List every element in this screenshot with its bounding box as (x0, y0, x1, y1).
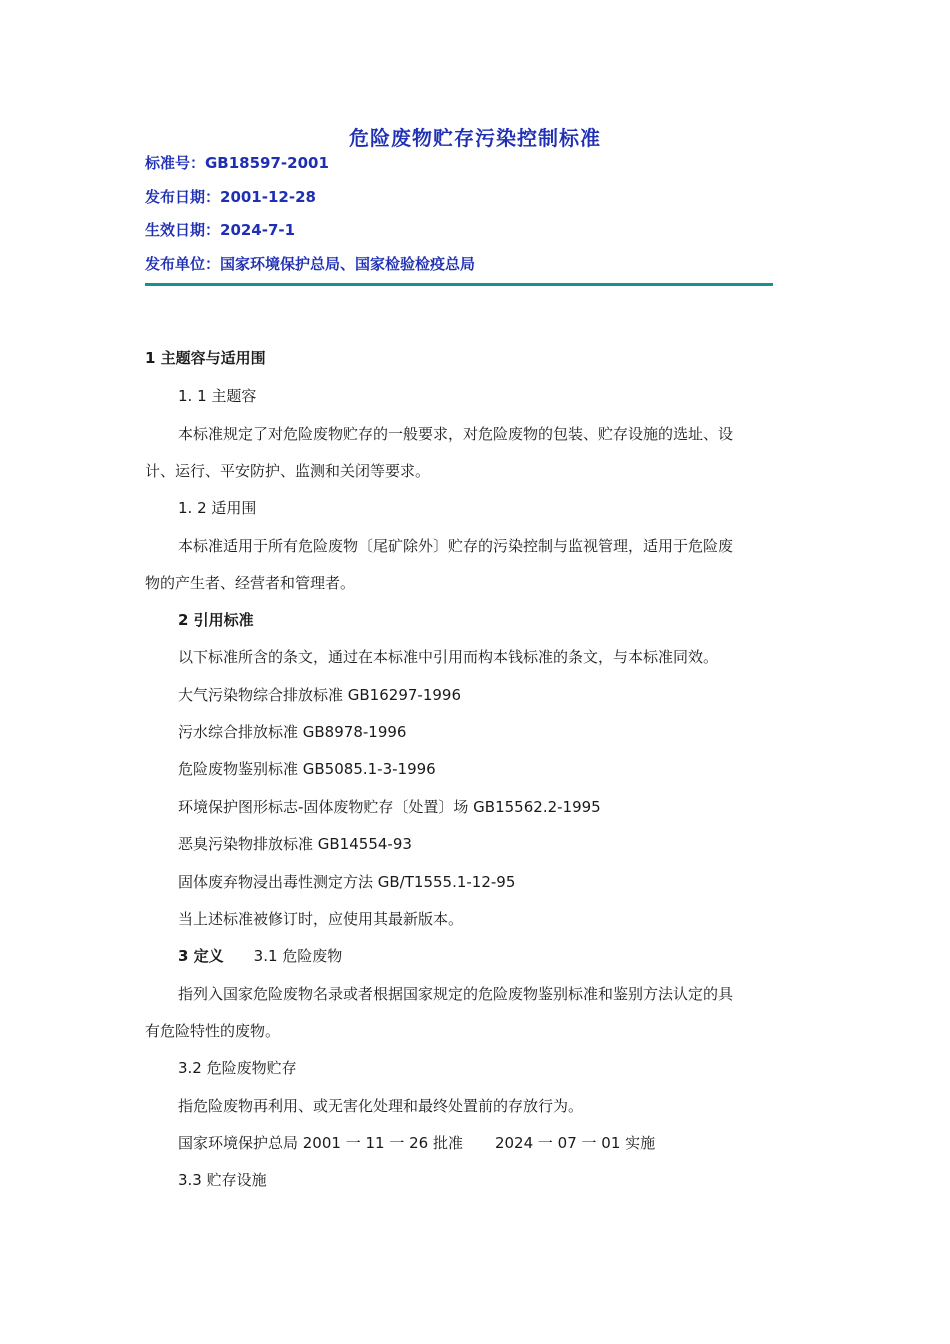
section-1-2-heading: 1. 2 适用围 (178, 499, 257, 517)
section-3-1-text-line-1: 指列入国家危险废物名录或者根据国家规定的危险废物鉴别标准和鉴别方法认定的具 (178, 985, 734, 1003)
reference-item: 恶臭污染物排放标准 GB14554-93 (178, 835, 412, 853)
reference-item: 大气污染物综合排放标准 GB16297-1996 (178, 686, 461, 704)
section-2-heading: 2 引用标准 (178, 611, 254, 629)
effective-date: 生效日期：2024-7-1 (145, 221, 296, 239)
approval-line (178, 1132, 655, 1153)
section-3-2-text: 指危险废物再利用、或无害化处理和最终处置前的存放行为。 (178, 1097, 584, 1115)
standard-number: 标准号：GB18597-2001 (145, 154, 329, 172)
section-2-intro: 以下标准所含的条文，通过在本标准中引用而构本钱标准的条文，与本标准同效。 (178, 648, 719, 666)
implementation-date: 2024 一 07 一 01 实施 (494, 1134, 656, 1152)
section-3-heading: 3 定义 (178, 947, 224, 965)
issuing-authority: 发布单位：国家环境保护总局、国家检验检疫总局 (145, 255, 476, 273)
section-3-1-heading: 3.1 危险废物 (253, 947, 343, 965)
section-1-heading: 1 主题容与适用围 (145, 349, 266, 367)
reference-item: 污水综合排放标准 GB8978-1996 (178, 723, 407, 741)
document-title: 危险废物贮存污染控制标准 (349, 126, 601, 150)
header-divider (145, 283, 773, 286)
section-3-heading-row (178, 945, 342, 966)
section-1-1-heading: 1. 1 主题容 (178, 387, 257, 405)
reference-item: 固体废弃物浸出毒性测定方法 GB/T1555.1-12-95 (178, 873, 516, 891)
section-3-3-heading: 3.3 贮存设施 (178, 1171, 267, 1189)
section-1-2-text-line-2: 物的产生者、经营者和管理者。 (145, 574, 356, 592)
reference-note: 当上述标准被修订时，应使用其最新版本。 (178, 910, 464, 928)
section-1-2-text-line-1: 本标准适用于所有危险废物〔尾矿除外〕贮存的污染控制与监视管理，适用于危险废 (178, 537, 734, 555)
reference-item: 环境保护图形标志-固体废物贮存〔处置〕场 GB15562.2-1995 (178, 798, 601, 816)
section-1-1-text-line-1: 本标准规定了对危险废物贮存的一般要求，对危险废物的包装、贮存设施的选址、设 (178, 425, 734, 443)
publish-date: 发布日期：2001-12-28 (145, 188, 316, 206)
reference-item: 危险废物鉴别标准 GB5085.1-3-1996 (178, 760, 436, 778)
section-1-1-text-line-2: 计、运行、平安防护、监测和关闭等要求。 (145, 462, 431, 480)
section-3-2-heading: 3.2 危险废物贮存 (178, 1059, 297, 1077)
section-3-1-text-line-2: 有危险特性的废物。 (145, 1022, 281, 1040)
approval-info: 国家环境保护总局 2001 一 11 一 26 批准 (178, 1134, 463, 1152)
